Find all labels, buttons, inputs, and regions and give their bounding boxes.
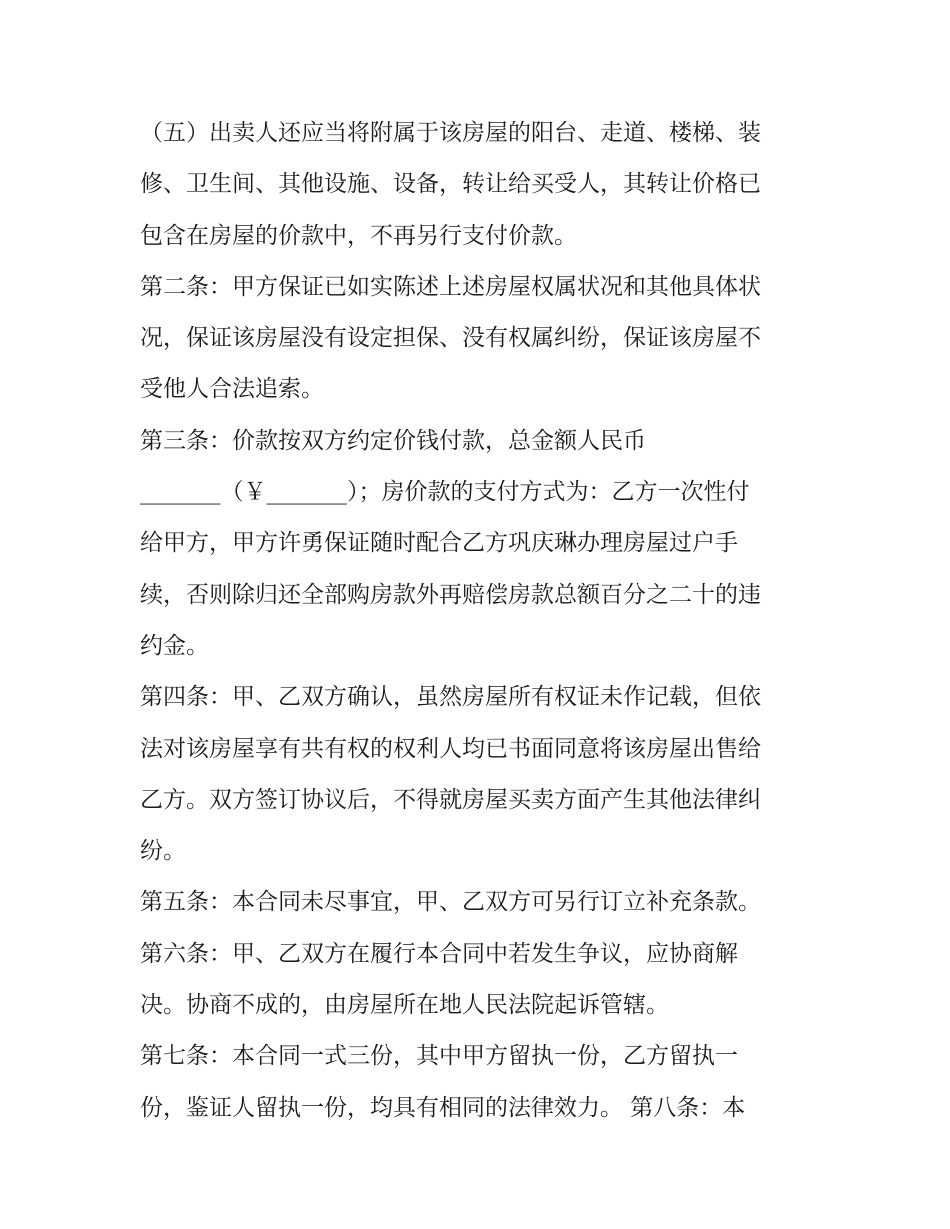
text-line: 第六条：甲、乙双方在履行本合同中若发生争议，应协商解 (140, 940, 738, 967)
text-line: 决。协商不成的，由房屋所在地人民法院起诉管辖。 (140, 992, 669, 1019)
text-line: 第二条：甲方保证已如实陈述上述房屋权属状况和其他具体状 (140, 273, 761, 300)
text-line: 第四条：甲、乙双方确认，虽然房屋所有权证未作记载，但依 (140, 684, 761, 711)
text-line: 乙方。双方签订协议后，不得就房屋买卖方面产生其他法律纠 (140, 786, 761, 813)
text-line: 修、卫生间、其他设施、设备，转让给买受人，其转让价格已 (140, 171, 761, 198)
text-line: 纷。 (140, 838, 186, 865)
text-line: 约金。 (140, 632, 209, 659)
text-line: _______（￥_______）；房价款的支付方式为：乙方一次性付 (140, 479, 750, 506)
text-line: 续，否则除归还全部购房款外再赔偿房款总额百分之二十的违 (140, 581, 761, 608)
text-line: 给甲方，甲方许勇保证随时配合乙方巩庆琳办理房屋过户手 (140, 530, 738, 557)
text-line: 受他人合法追索。 (140, 376, 324, 403)
text-line: 况，保证该房屋没有设定担保、没有权属纠纷，保证该房屋不 (140, 325, 761, 352)
text-line: 第七条：本合同一式三份，其中甲方留执一份，乙方留执一 (140, 1043, 738, 1070)
text-line: 包含在房屋的价款中，不再另行支付价款。 (140, 222, 577, 249)
text-line: 第三条：价款按双方约定价钱付款，总金额人民币 (140, 427, 646, 454)
text-line: 份，鉴证人留执一份，均具有相同的法律效力。 第八条：本 (140, 1094, 746, 1121)
text-line: 法对该房屋享有共有权的权利人均已书面同意将该房屋出售给 (140, 735, 761, 762)
text-line: （五）出卖人还应当将附属于该房屋的阳台、走道、楼梯、装 (140, 120, 761, 146)
text-line: 第五条：本合同未尽事宜，甲、乙双方可另行订立补充条款。 (140, 889, 761, 916)
contract-text (140, 108, 820, 1134)
